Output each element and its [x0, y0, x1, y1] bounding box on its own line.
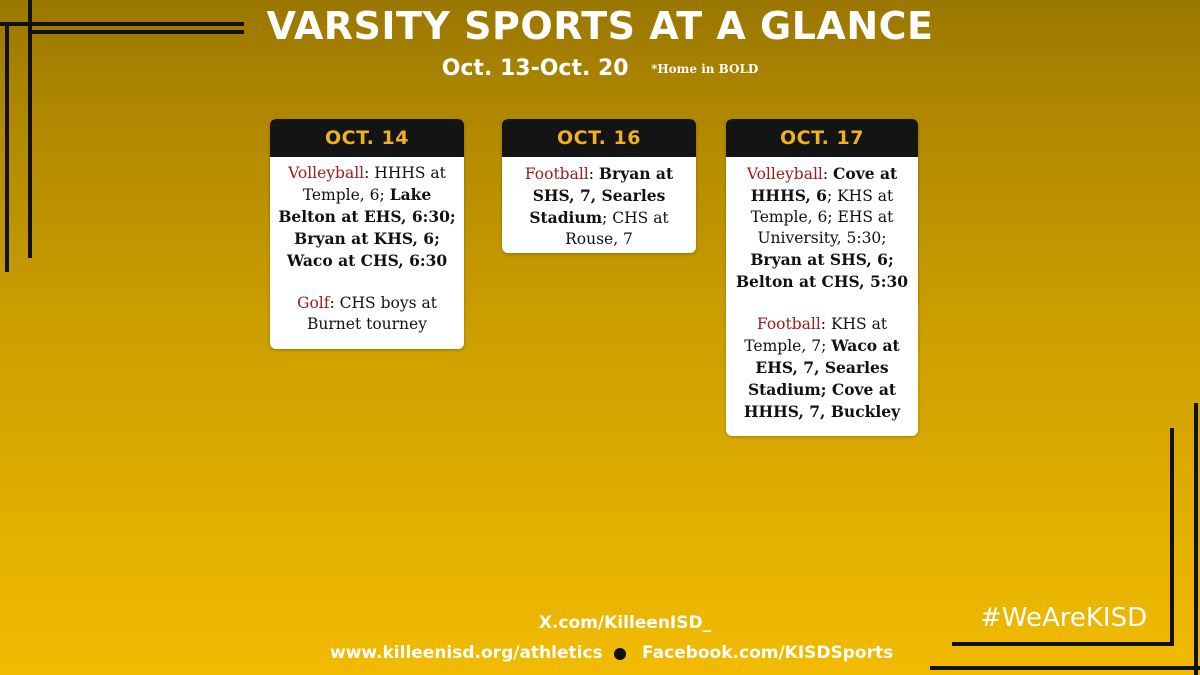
game-entry: KHS at Temple, 7	[744, 315, 888, 355]
schedule-card-oct-14	[270, 119, 464, 349]
corner-frame-bottom-right	[1194, 403, 1198, 675]
card-body: Volleyball: Cove at HHHS, 6; KHS at Temple, 6; EHS at University, 5:30; Bryan at SHS, 6; Belton at CHS, 5:30 Football: KHS at Temple, 7; Waco at EHS, 7, Searles Stadium; Cove at HHHS, 7, Buckley	[735, 164, 909, 421]
website-link[interactable]: www.killeenisd.org/athletics	[330, 643, 603, 663]
sport-label: Volleyball	[746, 165, 823, 183]
schedule-card-oct-17	[726, 119, 918, 436]
x-link[interactable]: X.com/KilleenISD_	[538, 613, 712, 633]
game-entry: Cove at HHHS, 7, Buckley	[743, 380, 901, 421]
date-range: Oct. 13-Oct. 20	[441, 56, 629, 81]
card-date: OCT. 17	[726, 119, 918, 157]
card-body: Football: Bryan at SHS, 7, Searles Stadium; CHS at Rouse, 7	[524, 164, 674, 248]
subtitle	[0, 56, 1200, 81]
game-entry: Cove at HHHS, 6	[750, 164, 898, 205]
game-entry: Belton at CHS, 5:30	[735, 272, 909, 291]
game-entry: EHS at University, 5:30	[757, 208, 894, 247]
separator-dot	[614, 648, 626, 660]
game-entry: CHS boys at Burnet tourney	[307, 294, 437, 333]
game-entry: Lake Belton at EHS, 6:30	[278, 185, 450, 226]
game-entry: HHHS at Temple, 6	[302, 164, 446, 204]
corner-frame-bottom-right-inner	[952, 642, 1174, 646]
corner-frame-bottom-right-inner	[1170, 428, 1174, 644]
game-entry: KHS at Temple, 6	[750, 187, 894, 226]
hashtag: #WeAreKISD	[980, 603, 1148, 633]
schedule-card-oct-16	[502, 119, 696, 253]
facebook-link[interactable]: Facebook.com/KISDSports	[642, 643, 894, 663]
game-entry: Bryan at SHS, 7, Searles Stadium	[529, 164, 674, 227]
game-entry: Bryan at KHS, 6	[294, 229, 435, 248]
card-date: OCT. 14	[270, 119, 464, 157]
sport-label: Golf	[297, 294, 330, 312]
home-note: *Home in BOLD	[651, 62, 759, 76]
sport-label: Volleyball	[288, 164, 365, 182]
card-body: Volleyball: HHHS at Temple, 6; Lake Belton at EHS, 6:30; Bryan at KHS, 6; Waco at CHS, 6:30 Golf: CHS boys at Burnet tourney	[278, 164, 456, 333]
card-date: OCT. 16	[502, 119, 696, 157]
sport-label: Football	[524, 165, 589, 183]
sport-label: Football	[756, 315, 821, 333]
game-entry: Waco at CHS, 6:30	[286, 251, 448, 270]
game-entry: Waco at EHS, 7, Searles Stadium	[747, 336, 900, 399]
corner-frame-bottom-right	[930, 666, 1200, 670]
game-entry: Bryan at SHS, 6	[750, 250, 888, 269]
page-title: VARSITY SPORTS AT A GLANCE	[266, 4, 934, 48]
game-entry: CHS at Rouse, 7	[565, 209, 669, 248]
